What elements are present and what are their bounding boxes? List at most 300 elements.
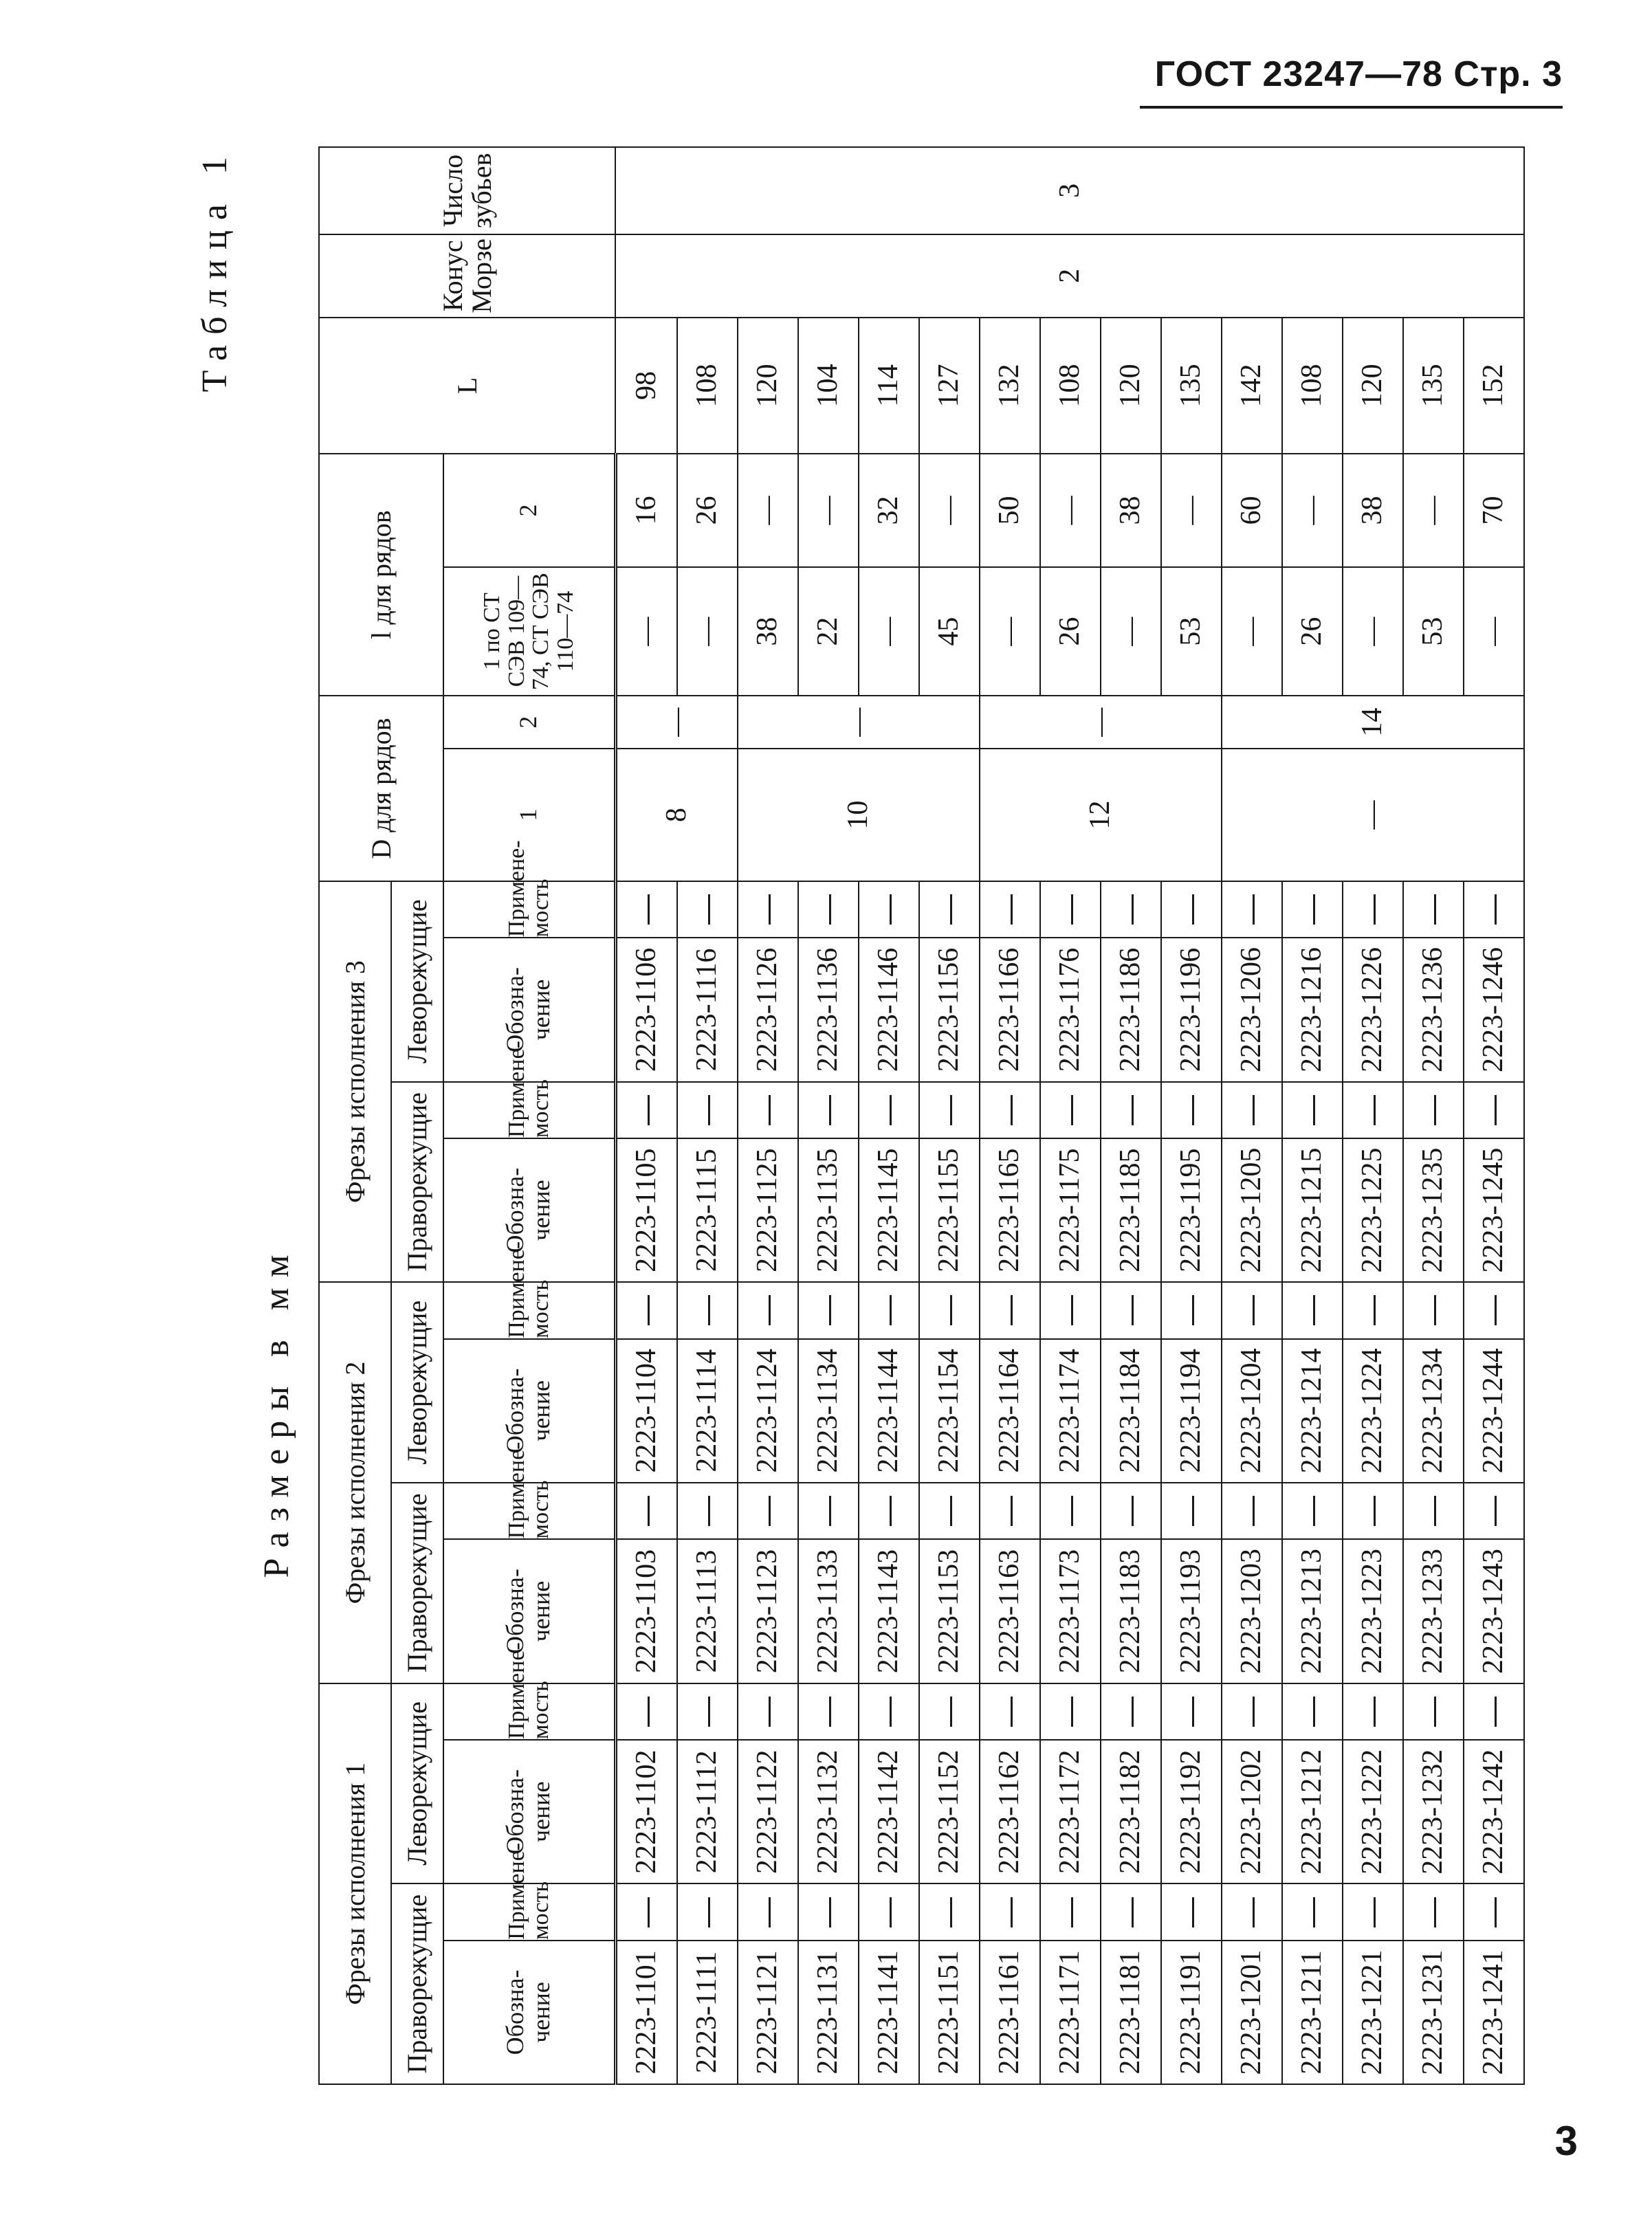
L-cell: 120	[738, 318, 798, 454]
header-rule	[1140, 106, 1563, 109]
l-row2-cell: 16	[615, 454, 677, 567]
table-row	[1464, 147, 1524, 2084]
usage-cell	[1161, 881, 1222, 938]
usage-cell	[1161, 1282, 1222, 1339]
usage-dash	[829, 894, 831, 925]
designation-cell: 2223-1215	[1282, 1138, 1343, 1282]
designation-cell: 2223-1113	[677, 1539, 738, 1683]
usage-cell	[919, 1683, 980, 1741]
designation-cell: 2223-1123	[738, 1539, 798, 1683]
usage-dash	[950, 1296, 952, 1326]
designation-cell: 2223-1163	[980, 1539, 1040, 1683]
usage-cell	[1343, 1683, 1403, 1741]
L-cell: 127	[919, 318, 980, 454]
usage-dash	[950, 894, 952, 925]
header-morse: Конус Морзе	[319, 234, 615, 318]
usage-cell	[1040, 1082, 1101, 1139]
usage-cell	[1222, 1082, 1282, 1139]
designation-cell: 2223-1183	[1101, 1539, 1161, 1683]
usage-cell	[1464, 1883, 1524, 1941]
usage-cell	[1464, 1683, 1524, 1741]
usage-cell	[677, 1082, 738, 1139]
designation-cell: 2223-1116	[677, 938, 738, 1081]
usage-cell	[1040, 1282, 1101, 1339]
header-row2-l: 2	[443, 454, 615, 567]
usage-cell	[738, 1483, 798, 1540]
usage-cell	[1343, 1282, 1403, 1339]
designation-cell: 2223-1182	[1101, 1740, 1161, 1883]
usage-dash	[648, 1496, 650, 1526]
l-row1-cell: —	[677, 567, 738, 696]
usage-cell	[1222, 1282, 1282, 1339]
usage-dash	[829, 1095, 831, 1125]
table-caption: Размеры в мм	[257, 1244, 296, 1578]
l-row2-cell: —	[738, 454, 798, 567]
usage-dash	[1495, 1296, 1497, 1326]
header-g3-left: Леворежущие	[391, 881, 443, 1082]
usage-dash	[708, 1697, 710, 1727]
designation-cell: 2223-1192	[1161, 1740, 1222, 1883]
usage-dash	[890, 1095, 892, 1125]
usage-cell	[1040, 1483, 1101, 1540]
usage-cell	[919, 1883, 980, 1941]
usage-dash	[829, 1697, 831, 1727]
table-row	[859, 147, 919, 2084]
table-label: Таблица 1	[195, 146, 234, 393]
header-g1-right: Праворежущие	[391, 1883, 443, 2084]
usage-cell	[1464, 1082, 1524, 1139]
designation-cell: 2223-1173	[1040, 1539, 1101, 1683]
designation-cell: 2223-1166	[980, 938, 1040, 1081]
designation-cell: 2223-1164	[980, 1339, 1040, 1483]
designation-cell: 2223-1246	[1464, 938, 1524, 1081]
usage-cell	[859, 881, 919, 938]
designation-cell: 2223-1203	[1222, 1539, 1282, 1683]
header-g1-left: Леворежущие	[391, 1683, 443, 1884]
usage-dash	[648, 1095, 650, 1125]
designation-cell: 2223-1206	[1222, 938, 1282, 1081]
designation-cell: 2223-1222	[1343, 1740, 1403, 1883]
page-number: 3	[1554, 2118, 1578, 2164]
usage-cell	[1403, 1282, 1464, 1339]
usage-dash	[1495, 1697, 1497, 1727]
usage-cell	[1403, 1883, 1464, 1941]
designation-cell: 2223-1214	[1282, 1339, 1343, 1483]
designation-cell: 2223-1131	[798, 1941, 859, 2084]
designation-cell: 2223-1232	[1403, 1740, 1464, 1883]
designation-cell: 2223-1213	[1282, 1539, 1343, 1683]
header-g3: Фрезы исполнения 3	[319, 881, 391, 1282]
usage-dash	[1374, 1496, 1376, 1526]
designation-cell: 2223-1235	[1403, 1138, 1464, 1282]
usage-cell	[738, 881, 798, 938]
designation-cell: 2223-1181	[1101, 1941, 1161, 2084]
header-D: D для рядов	[319, 696, 443, 881]
usage-cell	[980, 881, 1040, 938]
usage-dash	[1192, 1296, 1194, 1326]
D-row2-cell: —	[738, 696, 980, 749]
usage-cell	[677, 1883, 738, 1941]
L-cell: 152	[1464, 318, 1524, 454]
table-header	[319, 147, 615, 2084]
designation-cell: 2223-1243	[1464, 1539, 1524, 1683]
teeth-count-cell: 3	[615, 147, 1524, 234]
usage-dash	[769, 1697, 771, 1727]
designation-cell: 2223-1145	[859, 1138, 919, 1282]
usage-dash	[1011, 1095, 1013, 1125]
designation-cell: 2223-1174	[1040, 1339, 1101, 1483]
D-row1-cell: —	[1222, 749, 1524, 881]
l-row2-cell: 32	[859, 454, 919, 567]
usage-cell	[798, 1282, 859, 1339]
usage-dash	[1313, 1697, 1315, 1727]
D-row2-cell: 14	[1222, 696, 1524, 749]
designation-cell: 2223-1105	[615, 1138, 677, 1282]
usage-cell	[1282, 1683, 1343, 1741]
header-usage: Примене-мость	[443, 1883, 615, 1941]
l-row2-cell: —	[798, 454, 859, 567]
usage-cell	[738, 1883, 798, 1941]
usage-cell	[1222, 1683, 1282, 1741]
usage-dash	[1495, 1897, 1497, 1927]
usage-dash	[648, 1897, 650, 1927]
usage-dash	[1495, 894, 1497, 925]
designation-cell: 2223-1191	[1161, 1941, 1222, 2084]
header-g3-right: Праворежущие	[391, 1082, 443, 1283]
usage-dash	[1253, 1296, 1255, 1326]
designation-cell: 2223-1205	[1222, 1138, 1282, 1282]
usage-cell	[1403, 1483, 1464, 1540]
L-cell: 142	[1222, 318, 1282, 454]
L-cell: 114	[859, 318, 919, 454]
l-row2-cell: —	[919, 454, 980, 567]
usage-dash	[890, 1496, 892, 1526]
designation-cell: 2223-1194	[1161, 1339, 1222, 1483]
table-row	[1040, 147, 1101, 2084]
usage-cell	[615, 881, 677, 938]
designation-cell: 2223-1143	[859, 1539, 919, 1683]
usage-dash	[1192, 1897, 1194, 1927]
designation-cell: 2223-1165	[980, 1138, 1040, 1282]
header-teeth: Число зубьев	[319, 147, 615, 234]
header-usage: Примене-мость	[443, 881, 615, 938]
header-designation: Обозна-чение	[443, 1740, 615, 1883]
designation-cell: 2223-1155	[919, 1138, 980, 1282]
usage-dash	[769, 1296, 771, 1326]
header-L: L	[319, 318, 615, 454]
header-l: l для рядов	[319, 454, 443, 696]
usage-cell	[798, 1483, 859, 1540]
l-row1-cell: 22	[798, 567, 859, 696]
usage-cell	[615, 1483, 677, 1540]
header-row1-l: 1 по СТ СЭВ 109—74, СТ СЭВ 110—74	[443, 567, 615, 696]
designation-cell: 2223-1154	[919, 1339, 980, 1483]
usage-dash	[1313, 894, 1315, 925]
usage-cell	[1282, 1483, 1343, 1540]
usage-cell	[859, 1483, 919, 1540]
usage-cell	[1282, 1082, 1343, 1139]
designation-cell: 2223-1162	[980, 1740, 1040, 1883]
table-row	[798, 147, 859, 2084]
rotated-table-page	[174, 146, 1542, 2085]
header-g2-right: Праворежущие	[391, 1483, 443, 1683]
l-row2-cell: 38	[1101, 454, 1161, 567]
L-cell: 108	[677, 318, 738, 454]
usage-dash	[1253, 1095, 1255, 1125]
designation-cell: 2223-1103	[615, 1539, 677, 1683]
designation-cell: 2223-1161	[980, 1941, 1040, 2084]
designation-cell: 2223-1195	[1161, 1138, 1222, 1282]
l-row1-cell: —	[1464, 567, 1524, 696]
usage-cell	[1403, 1082, 1464, 1139]
designation-cell: 2223-1102	[615, 1740, 677, 1883]
designation-cell: 2223-1156	[919, 938, 980, 1081]
usage-cell	[1040, 1883, 1101, 1941]
L-cell: 135	[1403, 318, 1464, 454]
designation-cell: 2223-1175	[1040, 1138, 1101, 1282]
usage-dash	[1253, 1897, 1255, 1927]
designation-cell: 2223-1111	[677, 1941, 738, 2084]
designation-cell: 2223-1152	[919, 1740, 980, 1883]
cutters-table	[318, 146, 1525, 2085]
usage-dash	[1071, 1496, 1073, 1526]
usage-cell	[980, 1883, 1040, 1941]
usage-dash	[1132, 1697, 1134, 1727]
designation-cell: 2223-1202	[1222, 1740, 1282, 1883]
L-cell: 104	[798, 318, 859, 454]
usage-cell	[1101, 881, 1161, 938]
usage-cell	[1282, 881, 1343, 938]
designation-cell: 2223-1225	[1343, 1138, 1403, 1282]
usage-dash	[1313, 1496, 1315, 1526]
L-cell: 108	[1282, 318, 1343, 454]
page-header: ГОСТ 23247—78 Стр. 3	[1154, 54, 1563, 94]
usage-dash	[950, 1897, 952, 1927]
usage-dash	[1132, 1897, 1134, 1927]
usage-dash	[1132, 894, 1134, 925]
usage-cell	[677, 881, 738, 938]
usage-dash	[1374, 1296, 1376, 1326]
usage-cell	[615, 1883, 677, 1941]
usage-cell	[798, 1683, 859, 1741]
usage-cell	[1101, 1683, 1161, 1741]
designation-cell: 2223-1172	[1040, 1740, 1101, 1883]
l-row2-cell: 38	[1343, 454, 1403, 567]
table-row	[1282, 147, 1343, 2084]
usage-dash	[1011, 1496, 1013, 1526]
usage-dash	[829, 1296, 831, 1326]
usage-cell	[738, 1082, 798, 1139]
table-row	[1343, 147, 1403, 2084]
D-row1-cell: 12	[980, 749, 1222, 881]
usage-dash	[1374, 894, 1376, 925]
designation-cell: 2223-1241	[1464, 1941, 1524, 2084]
header-designation: Обозна-чение	[443, 1941, 615, 2084]
usage-dash	[1192, 894, 1194, 925]
usage-cell	[1222, 881, 1282, 938]
usage-dash	[1374, 1897, 1376, 1927]
usage-dash	[950, 1095, 952, 1125]
designation-cell: 2223-1184	[1101, 1339, 1161, 1483]
header-row2: 2	[443, 696, 615, 749]
usage-dash	[1434, 1697, 1436, 1727]
table-row	[677, 147, 738, 2084]
usage-cell	[798, 1883, 859, 1941]
usage-dash	[769, 894, 771, 925]
designation-cell: 2223-1233	[1403, 1539, 1464, 1683]
usage-cell	[738, 1683, 798, 1741]
usage-dash	[1192, 1496, 1194, 1526]
usage-dash	[890, 1697, 892, 1727]
designation-cell: 2223-1216	[1282, 938, 1343, 1081]
designation-cell: 2223-1196	[1161, 938, 1222, 1081]
usage-dash	[950, 1496, 952, 1526]
designation-cell: 2223-1134	[798, 1339, 859, 1483]
usage-dash	[1192, 1095, 1194, 1125]
header-designation: Обозна-чение	[443, 938, 615, 1081]
designation-cell: 2223-1125	[738, 1138, 798, 1282]
usage-cell	[1040, 881, 1101, 938]
usage-dash	[1132, 1296, 1134, 1326]
usage-dash	[648, 1296, 650, 1326]
usage-cell	[615, 1683, 677, 1741]
designation-cell: 2223-1141	[859, 1941, 919, 2084]
usage-cell	[1464, 881, 1524, 938]
usage-cell	[1101, 1483, 1161, 1540]
usage-cell	[859, 1282, 919, 1339]
designation-cell: 2223-1171	[1040, 1941, 1101, 2084]
D-row2-cell: —	[980, 696, 1222, 749]
usage-dash	[1071, 1697, 1073, 1727]
header-g2: Фрезы исполнения 2	[319, 1282, 391, 1683]
designation-cell: 2223-1101	[615, 1941, 677, 2084]
usage-cell	[980, 1483, 1040, 1540]
usage-cell	[1101, 1282, 1161, 1339]
usage-cell	[1464, 1483, 1524, 1540]
l-row1-cell: 45	[919, 567, 980, 696]
usage-cell	[1161, 1082, 1222, 1139]
designation-cell: 2223-1124	[738, 1339, 798, 1483]
header-designation: Обозна-чение	[443, 1138, 615, 1282]
usage-dash	[1434, 1095, 1436, 1125]
usage-cell	[980, 1683, 1040, 1741]
usage-dash	[1434, 1897, 1436, 1927]
designation-cell: 2223-1115	[677, 1138, 738, 1282]
usage-dash	[890, 1897, 892, 1927]
designation-cell: 2223-1236	[1403, 938, 1464, 1081]
designation-cell: 2223-1153	[919, 1539, 980, 1683]
usage-cell	[1343, 1483, 1403, 1540]
designation-cell: 2223-1151	[919, 1941, 980, 2084]
l-row2-cell: 26	[677, 454, 738, 567]
D-row2-cell: —	[615, 696, 738, 749]
l-row2-cell: —	[1040, 454, 1101, 567]
designation-cell: 2223-1221	[1343, 1941, 1403, 2084]
usage-dash	[708, 1496, 710, 1526]
usage-cell	[980, 1082, 1040, 1139]
header-designation: Обозна-чение	[443, 1539, 615, 1683]
designation-cell: 2223-1144	[859, 1339, 919, 1483]
usage-cell	[859, 1883, 919, 1941]
usage-dash	[1192, 1697, 1194, 1727]
l-row1-cell: 53	[1161, 567, 1222, 696]
designation-cell: 2223-1112	[677, 1740, 738, 1883]
usage-dash	[1071, 1897, 1073, 1927]
usage-cell	[615, 1082, 677, 1139]
usage-dash	[829, 1897, 831, 1927]
usage-dash	[769, 1095, 771, 1125]
usage-dash	[1011, 1897, 1013, 1927]
l-row1-cell: —	[1101, 567, 1161, 696]
usage-cell	[1343, 1082, 1403, 1139]
usage-cell	[798, 881, 859, 938]
designation-cell: 2223-1132	[798, 1740, 859, 1883]
header-designation: Обозна-чение	[443, 1339, 615, 1483]
designation-cell: 2223-1142	[859, 1740, 919, 1883]
usage-cell	[919, 1483, 980, 1540]
usage-dash	[1495, 1095, 1497, 1125]
designation-cell: 2223-1211	[1282, 1941, 1343, 2084]
usage-dash	[1132, 1095, 1134, 1125]
L-cell: 120	[1101, 318, 1161, 454]
usage-cell	[1464, 1282, 1524, 1339]
L-cell: 120	[1343, 318, 1403, 454]
designation-cell: 2223-1122	[738, 1740, 798, 1883]
usage-cell	[1161, 1483, 1222, 1540]
usage-cell	[677, 1282, 738, 1339]
usage-cell	[919, 1082, 980, 1139]
designation-cell: 2223-1135	[798, 1138, 859, 1282]
usage-dash	[1253, 1697, 1255, 1727]
table-row	[1161, 147, 1222, 2084]
table-row	[1403, 147, 1464, 2084]
designation-cell: 2223-1223	[1343, 1539, 1403, 1683]
usage-cell	[980, 1282, 1040, 1339]
usage-cell	[1161, 1683, 1222, 1741]
D-row1-cell: 8	[615, 749, 738, 881]
usage-dash	[1253, 1496, 1255, 1526]
designation-cell: 2223-1176	[1040, 938, 1101, 1081]
morse-cone-cell: 2	[615, 234, 1524, 318]
usage-cell	[1222, 1883, 1282, 1941]
l-row2-cell: —	[1282, 454, 1343, 567]
D-row1-cell: 10	[738, 749, 980, 881]
designation-cell: 2223-1114	[677, 1339, 738, 1483]
usage-dash	[708, 1095, 710, 1125]
table-row	[738, 147, 798, 2084]
usage-cell	[1403, 881, 1464, 938]
l-row1-cell: —	[1222, 567, 1282, 696]
l-row1-cell: 26	[1282, 567, 1343, 696]
usage-dash	[1313, 1095, 1315, 1125]
designation-cell: 2223-1234	[1403, 1339, 1464, 1483]
designation-cell: 2223-1212	[1282, 1740, 1343, 1883]
designation-cell: 2223-1224	[1343, 1339, 1403, 1483]
usage-dash	[648, 1697, 650, 1727]
usage-dash	[1434, 1496, 1436, 1526]
header-usage: Примене-мость	[443, 1282, 615, 1339]
l-row2-cell: 50	[980, 454, 1040, 567]
usage-cell	[1161, 1883, 1222, 1941]
l-row1-cell: 53	[1403, 567, 1464, 696]
usage-dash	[1011, 1296, 1013, 1326]
L-cell: 135	[1161, 318, 1222, 454]
usage-dash	[1071, 1095, 1073, 1125]
header-g1: Фрезы исполнения 1	[319, 1683, 391, 2084]
l-row1-cell: —	[1343, 567, 1403, 696]
table-row	[1222, 147, 1282, 2084]
usage-dash	[1374, 1697, 1376, 1727]
